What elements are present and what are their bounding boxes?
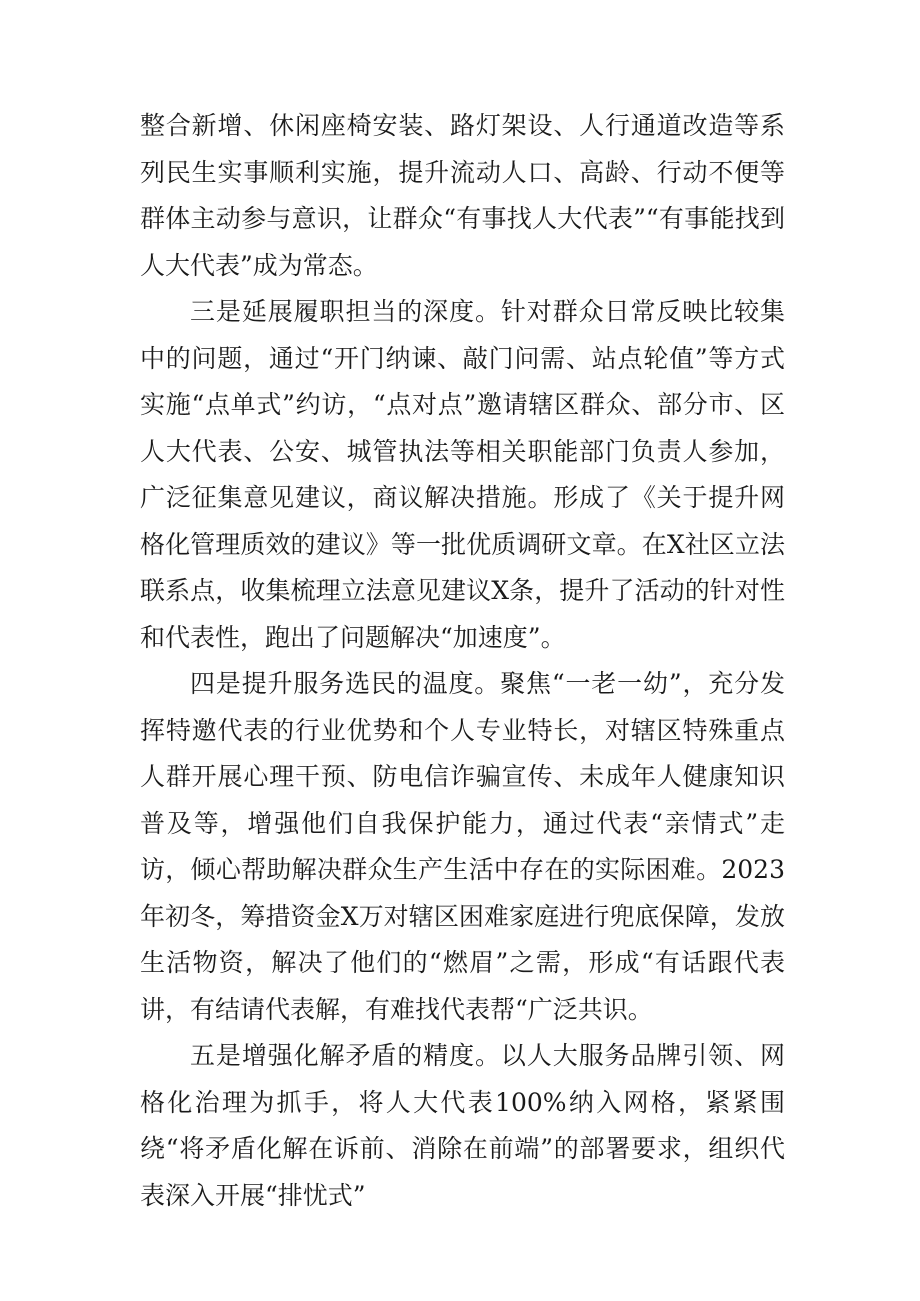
document-body	[140, 103, 785, 1219]
paragraph-1: 整合新增、休闲座椅安装、路灯架设、人行通道改造等系列民生实事顺利实施，提升流动人口、高龄、行动不便等群体主动参与意识，让群众“有事找人大代表”“有事能找到人大代表”成为常态。	[140, 111, 785, 280]
paragraph-2: 三是延展履职担当的深度。针对群众日常反映比较集中的问题，通过“开门纳谏、敲门问需、站点轮值”等方式实施“点单式”约访，“点对点”邀请辖区群众、部分市、区人大代表、公安、城管执法等相关职能部门负责人参加，广泛征集意见建议，商议解决措施。形成了《关于提升网格化管理质效的建议》等一批优质调研文章。在X社区立法联系点，收集梳理立法意见建议X条，提升了活动的针对性和代表性，跑出了问题解决“加速度”。	[140, 297, 785, 652]
paragraph-3: 四是提升服务选民的温度。聚焦“一老一幼”，充分发挥特邀代表的行业优势和个人专业特长，对辖区特殊重点人群开展心理干预、防电信诈骗宣传、未成年人健康知识普及等，增强他们自我保护能力，通过代表“亲情式”走访，倾心帮助解决群众生产生活中存在的实际困难。2023年初冬，筹措资金X万对辖区困难家庭进行兜底保障，发放生活物资，解决了他们的“燃眉”之需，形成“有话跟代表讲，有结请代表解，有难找代表帮“广泛共识。	[140, 669, 785, 1024]
paragraph-4: 五是增强化解矛盾的精度。以人大服务品牌引领、网格化治理为抓手，将人大代表100%纳入网格，紧紧围绕“将矛盾化解在诉前、消除在前端”的部署要求，组织代表深入开展“排忧式”	[140, 1041, 785, 1210]
